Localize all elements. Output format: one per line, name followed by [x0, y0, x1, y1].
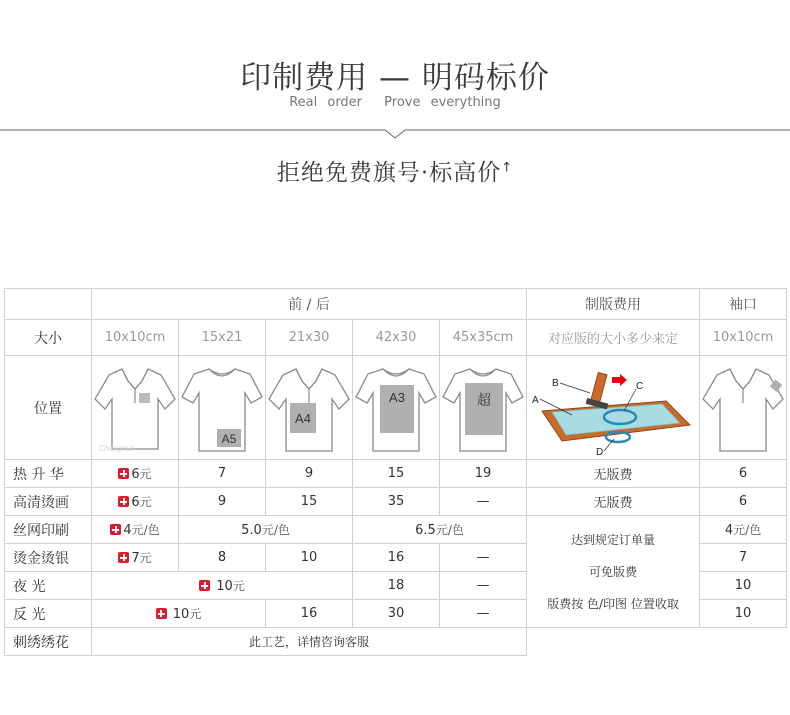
price-cell: 10元 [92, 600, 266, 628]
row-label: 反 光 [5, 600, 92, 628]
header-cuff: 袖口 [700, 289, 787, 320]
position-row [5, 356, 787, 460]
size-cell: 42x30 [353, 320, 440, 356]
shirt-a5 [179, 356, 266, 460]
tshirt-super-image [440, 359, 526, 457]
plate-fee-note [527, 516, 700, 628]
screen-print-diagram [527, 356, 700, 460]
price-cell: 30 [353, 600, 440, 628]
tshirt-a3-image [353, 359, 439, 457]
price-cell: 16 [266, 600, 353, 628]
empty-cell [527, 628, 700, 656]
price-cell: 6.5元/色 [353, 516, 527, 544]
polo-shirt-image [92, 359, 178, 457]
header-empty [5, 289, 92, 320]
cuff-price: 10 [700, 600, 787, 628]
price-cell: 35 [353, 488, 440, 516]
embroidery-note: 此工艺，详情咨询客服 [92, 628, 527, 656]
up-arrow-icon: ↑ [501, 160, 514, 176]
price-cell: 4元/色 [92, 516, 179, 544]
print-label-a3: A3 [389, 389, 405, 405]
subtitle-right: Prove everything [384, 95, 501, 110]
price-cell: 10 [266, 544, 353, 572]
plus-icon [118, 468, 129, 479]
plate-fee-free: 无版费 [527, 460, 700, 488]
cuff-price: 10 [700, 572, 787, 600]
size-cell: 10x10cm [92, 320, 179, 356]
position-label: 位置 [5, 356, 92, 460]
cuff-price: 4元/色 [700, 516, 787, 544]
row-label: 高清烫画 [5, 488, 92, 516]
size-cuff: 10x10cm [700, 320, 787, 356]
row-label: 刺绣绣花 [5, 628, 92, 656]
diagram-label-d: D [596, 446, 604, 457]
print-label-super: 超 [477, 392, 492, 409]
price-cell: 19 [440, 460, 527, 488]
page-title: 印制费用 — 明码标价 [240, 60, 550, 96]
row-label: 烫金烫银 [5, 544, 92, 572]
price-cell: 5.0元/色 [179, 516, 353, 544]
price-cell: — [440, 572, 527, 600]
empty-cell [700, 628, 787, 656]
divider-with-notch [0, 128, 790, 140]
diagram-label-b: B [552, 377, 559, 389]
subtitle-left: Real order [289, 95, 363, 110]
price-cell: 15 [353, 460, 440, 488]
plate-note-line2: 可免版费 [589, 564, 638, 579]
price-cell: 9 [179, 488, 266, 516]
cuff-price: 6 [700, 488, 787, 516]
print-label-a4: A4 [295, 410, 311, 426]
plus-icon [118, 552, 129, 563]
header-plate-fee: 制版费用 [527, 289, 700, 320]
print-label-a5: A5 [221, 431, 237, 446]
watermark-text: Changmai [98, 443, 135, 453]
row-heat-transfer [5, 460, 787, 488]
price-cell: 8 [179, 544, 266, 572]
print-area-super [465, 383, 503, 435]
price-cell: — [440, 600, 527, 628]
size-cell: 21x30 [266, 320, 353, 356]
row-silk-screen [5, 516, 787, 544]
arrow-right-icon [612, 374, 627, 386]
cuff-price: 7 [700, 544, 787, 572]
diagram-label-a: A [532, 394, 539, 406]
plate-note-line1: 达到规定订单量 [571, 532, 656, 547]
shirt-cuff [700, 356, 787, 460]
header-row [5, 289, 787, 320]
price-cell: 15 [266, 488, 353, 516]
price-cell: 16 [353, 544, 440, 572]
shirt-super [440, 356, 527, 460]
row-label: 丝网印刷 [5, 516, 92, 544]
slogan-text: 拒绝免费旗号·标高价 [276, 160, 502, 186]
size-label: 大小 [5, 320, 92, 356]
size-cell: 15x21 [179, 320, 266, 356]
price-cell: 7 [179, 460, 266, 488]
screen-frame-image [528, 359, 698, 457]
price-cell: 6元 [92, 488, 179, 516]
price-cell: 6元 [92, 460, 179, 488]
plate-note-line3: 版费按 色/印图 位置收取 [547, 596, 679, 611]
cuff-price: 6 [700, 460, 787, 488]
price-cell: — [440, 488, 527, 516]
plus-icon [156, 608, 167, 619]
page-subtitle [0, 95, 790, 110]
size-cell: 45x35cm [440, 320, 527, 356]
row-label: 夜 光 [5, 572, 92, 600]
price-cell: 9 [266, 460, 353, 488]
polo-cuff-image [700, 359, 786, 457]
polo-a4-image [266, 359, 352, 457]
price-cell: 18 [353, 572, 440, 600]
diagram-label-c: C [636, 380, 644, 392]
row-label: 热 升 华 [5, 460, 92, 488]
price-cell: 10元 [92, 572, 353, 600]
header-front-back: 前 / 后 [92, 289, 527, 320]
shirt-a3 [353, 356, 440, 460]
shirt-a4 [266, 356, 353, 460]
price-cell: — [440, 544, 527, 572]
tshirt-a5-image [179, 359, 265, 457]
row-embroidery [5, 628, 787, 656]
shirt-polo-small [92, 356, 179, 460]
plus-icon [199, 580, 210, 591]
slogan [0, 154, 790, 187]
plus-icon [110, 524, 121, 535]
size-plate-note: 对应版的大小多少来定 [527, 320, 700, 356]
price-table [4, 288, 787, 656]
price-cell: 7元 [92, 544, 179, 572]
plus-icon [118, 496, 129, 507]
print-area-small [139, 393, 150, 403]
size-row [5, 320, 787, 356]
plate-fee-free: 无版费 [527, 488, 700, 516]
row-hd-transfer [5, 488, 787, 516]
